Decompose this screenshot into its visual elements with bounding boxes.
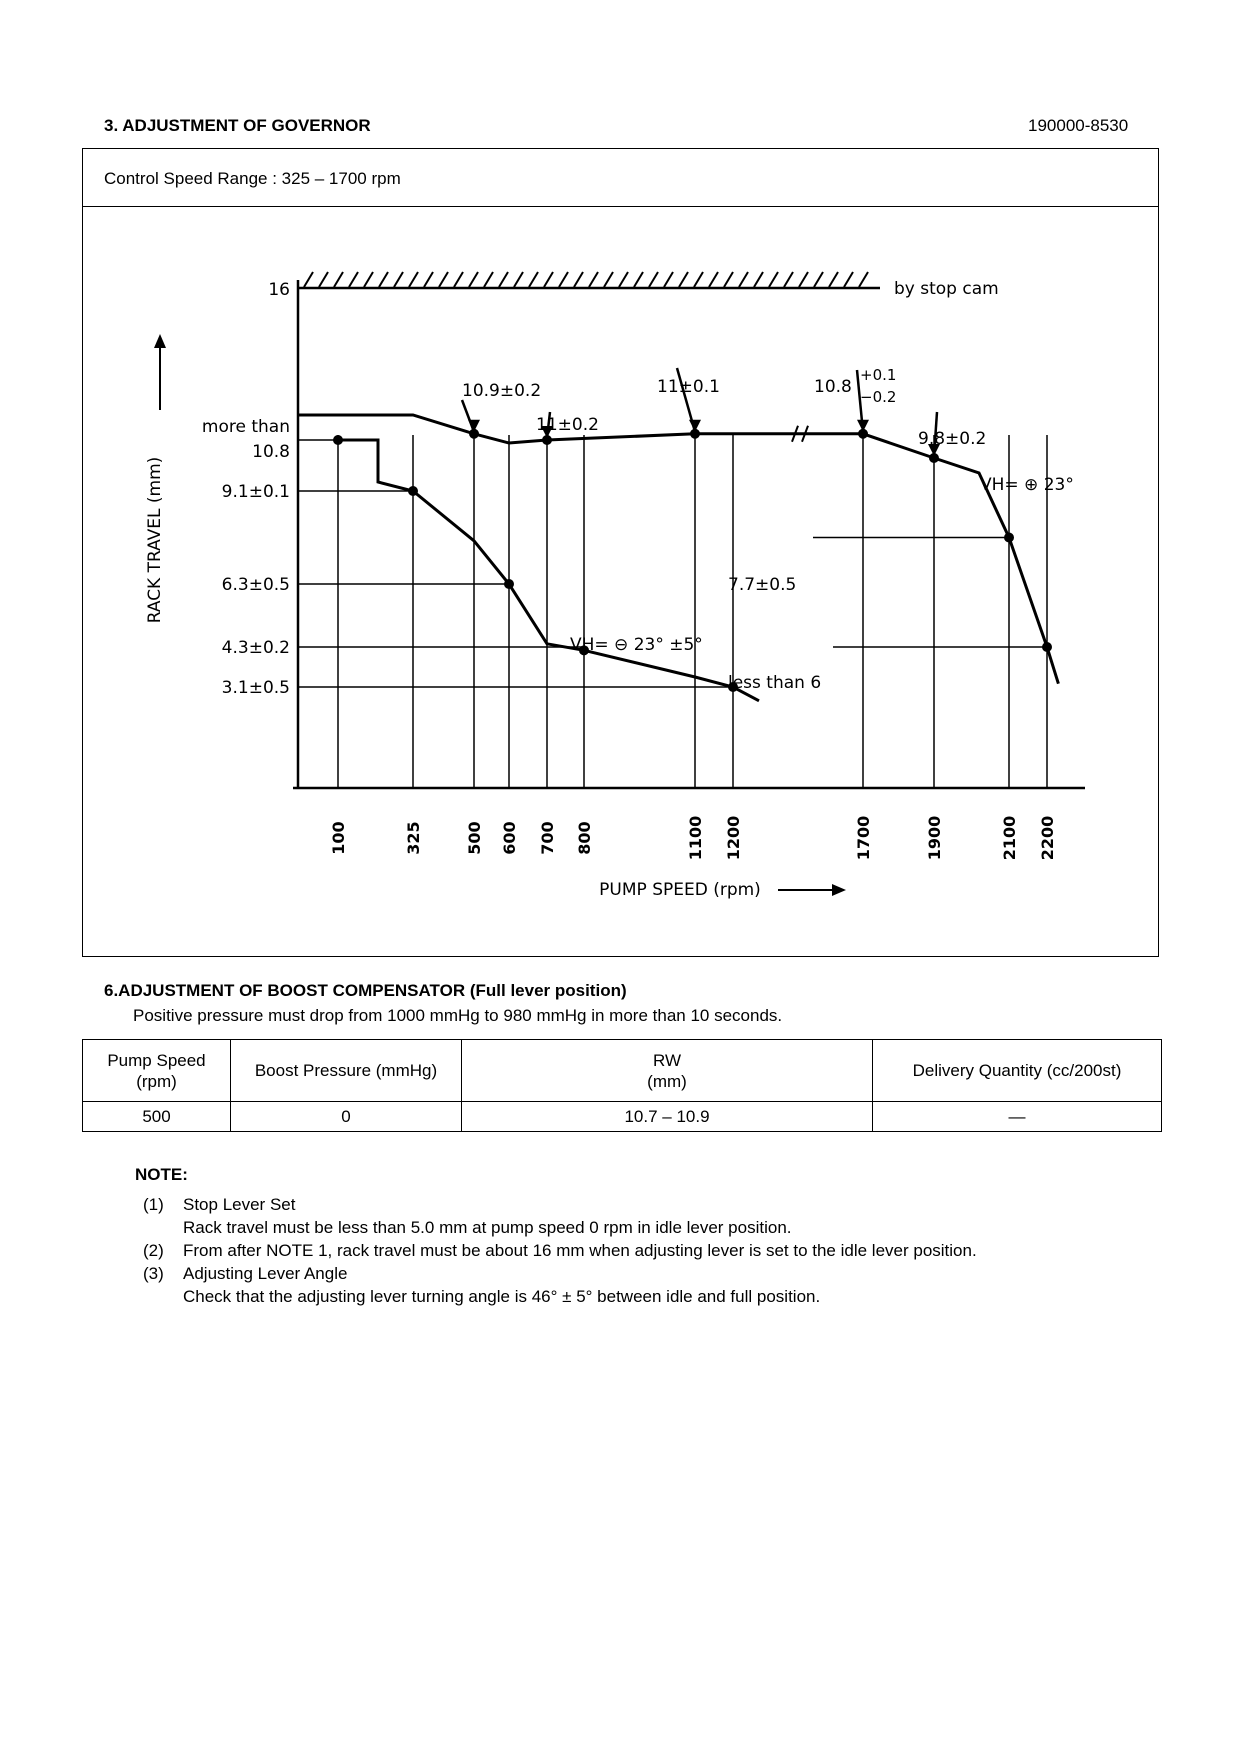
annotation-7.7: 7.7±0.5: [728, 575, 797, 595]
box-divider: [82, 206, 1159, 207]
annotation-arrowhead: [689, 420, 701, 432]
y-tick-label: 3.1±0.5: [221, 678, 290, 698]
hatch-mark: [469, 272, 478, 287]
note-number-1: (1): [143, 1195, 164, 1214]
x-tick-label: 1200: [724, 815, 743, 861]
hatch-mark: [454, 272, 463, 287]
annotation-10.9: 10.9±0.2: [462, 381, 542, 401]
hatch-mark: [829, 272, 838, 287]
note-number-3: (3): [143, 1264, 164, 1283]
hatch-mark: [619, 272, 628, 287]
cell-pump-speed: 500: [83, 1102, 231, 1132]
x-tick-label: 1700: [854, 815, 873, 861]
boost-section-title: 6.ADJUSTMENT OF BOOST COMPENSATOR (Full lever position): [104, 981, 627, 1000]
note-3-body: Check that the adjusting lever turning angle is 46° ± 5° between idle and full position.: [183, 1287, 821, 1306]
y-tick-label: 9.1±0.1: [221, 482, 290, 502]
note-1-title: Stop Lever Set: [183, 1195, 296, 1214]
control-speed-range: Control Speed Range : 325 – 1700 rpm: [104, 169, 401, 188]
hatch-mark: [679, 272, 688, 287]
hatch-mark: [754, 272, 763, 287]
hatch-mark: [484, 272, 493, 287]
section-title: 3. ADJUSTMENT OF GOVERNOR: [104, 116, 371, 135]
hatch-mark: [844, 272, 853, 287]
vh-full-label: VH= ⊕ 23°: [980, 475, 1074, 495]
note-title: NOTE:: [135, 1165, 188, 1184]
less-than-label: less than 6: [728, 673, 822, 693]
boost-table: [82, 1039, 1162, 1132]
hatch-mark: [814, 272, 823, 287]
hatch-mark: [634, 272, 643, 287]
note-3-title: Adjusting Lever Angle: [183, 1264, 348, 1283]
x-tick-label: 800: [575, 821, 594, 855]
series-line-2: [338, 440, 759, 701]
annotation-10.8-minus: −0.2: [860, 388, 897, 406]
hatch-mark: [499, 272, 508, 287]
stop-hatching: [304, 272, 868, 287]
hatch-mark: [649, 272, 658, 287]
hatch-mark: [694, 272, 703, 287]
hatch-mark: [514, 272, 523, 287]
y-tick-label: 10.8: [252, 442, 290, 462]
x-axis-title-arrowhead: [832, 884, 846, 896]
hatch-mark: [529, 272, 538, 287]
annotation-11-02: 11±0.2: [536, 415, 599, 435]
y-axis-title: RACK TRAVEL (mm): [145, 456, 165, 624]
hatch-mark: [559, 272, 568, 287]
hatch-mark: [724, 272, 733, 287]
hatch-mark: [409, 272, 418, 287]
y-tick-label: 4.3±0.2: [221, 638, 290, 658]
data-point: [408, 486, 418, 496]
hatch-mark: [394, 272, 403, 287]
hatch-mark: [589, 272, 598, 287]
note-number-2: (2): [143, 1241, 164, 1260]
x-tick-label: 100: [329, 821, 348, 855]
annotation-10.8-base: 10.8: [814, 377, 852, 397]
y-tick-label: 16: [268, 280, 290, 300]
stop-cam-label: by stop cam: [894, 279, 999, 299]
hatch-mark: [364, 272, 373, 287]
hatch-mark: [319, 272, 328, 287]
y-tick-label: 6.3±0.5: [221, 575, 290, 595]
hatch-mark: [304, 272, 313, 287]
cell-delivery: —: [873, 1102, 1162, 1132]
hatch-mark: [739, 272, 748, 287]
y-axis-title-arrowhead: [154, 334, 166, 348]
cell-rw: 10.7 – 10.9: [462, 1102, 873, 1132]
hatch-mark: [334, 272, 343, 287]
hatch-mark: [769, 272, 778, 287]
hatch-mark: [544, 272, 553, 287]
governor-chart: [100, 240, 1120, 920]
hatch-mark: [424, 272, 433, 287]
hatch-mark: [859, 272, 868, 287]
note-2-body: From after NOTE 1, rack travel must be about 16 mm when adjusting lever is set to the idle lever position.: [183, 1241, 977, 1260]
hatch-mark: [709, 272, 718, 287]
part-number: 190000-8530: [1028, 116, 1129, 135]
col-delivery-quantity: Delivery Quantity (cc/200st): [873, 1040, 1162, 1102]
col-rw: RW (mm): [462, 1040, 873, 1102]
data-point: [1042, 642, 1052, 652]
x-tick-label: 500: [465, 821, 484, 855]
col-boost-pressure: Boost Pressure (mmHg): [231, 1040, 462, 1102]
x-tick-label: 700: [538, 821, 557, 855]
hatch-mark: [664, 272, 673, 287]
annotation-11-01: 11±0.1: [657, 377, 720, 397]
data-point: [1004, 533, 1014, 543]
vh-idle-label: VH= ⊖ 23° ±5°: [570, 635, 703, 655]
annotation-arrowhead: [857, 420, 869, 432]
annotation-10.8-plus: +0.1: [860, 366, 897, 384]
cell-boost-pressure: 0: [231, 1102, 462, 1132]
x-tick-label: 325: [404, 821, 423, 855]
table-row: [83, 1102, 1162, 1132]
x-axis-title: PUMP SPEED (rpm): [599, 880, 761, 900]
y-tick-label: more than: [201, 417, 290, 437]
annotation-9.8: 9.8±0.2: [918, 429, 987, 449]
annotation-arrowhead: [468, 420, 480, 432]
hatch-mark: [784, 272, 793, 287]
x-tick-label: 1900: [925, 815, 944, 861]
note-1-body: Rack travel must be less than 5.0 mm at pump speed 0 rpm in idle lever position.: [183, 1218, 792, 1237]
hatch-mark: [799, 272, 808, 287]
hatch-mark: [439, 272, 448, 287]
x-tick-label: 600: [500, 821, 519, 855]
hatch-mark: [349, 272, 358, 287]
col-pump-speed: Pump Speed (rpm): [83, 1040, 231, 1102]
x-tick-label: 2100: [1000, 815, 1019, 861]
x-tick-label: 1100: [686, 815, 705, 861]
hatch-mark: [604, 272, 613, 287]
data-point: [333, 435, 343, 445]
boost-description: Positive pressure must drop from 1000 mmHg to 980 mmHg in more than 10 seconds.: [133, 1006, 783, 1025]
x-tick-label: 2200: [1038, 815, 1057, 861]
data-point: [504, 579, 514, 589]
hatch-mark: [379, 272, 388, 287]
hatch-mark: [574, 272, 583, 287]
